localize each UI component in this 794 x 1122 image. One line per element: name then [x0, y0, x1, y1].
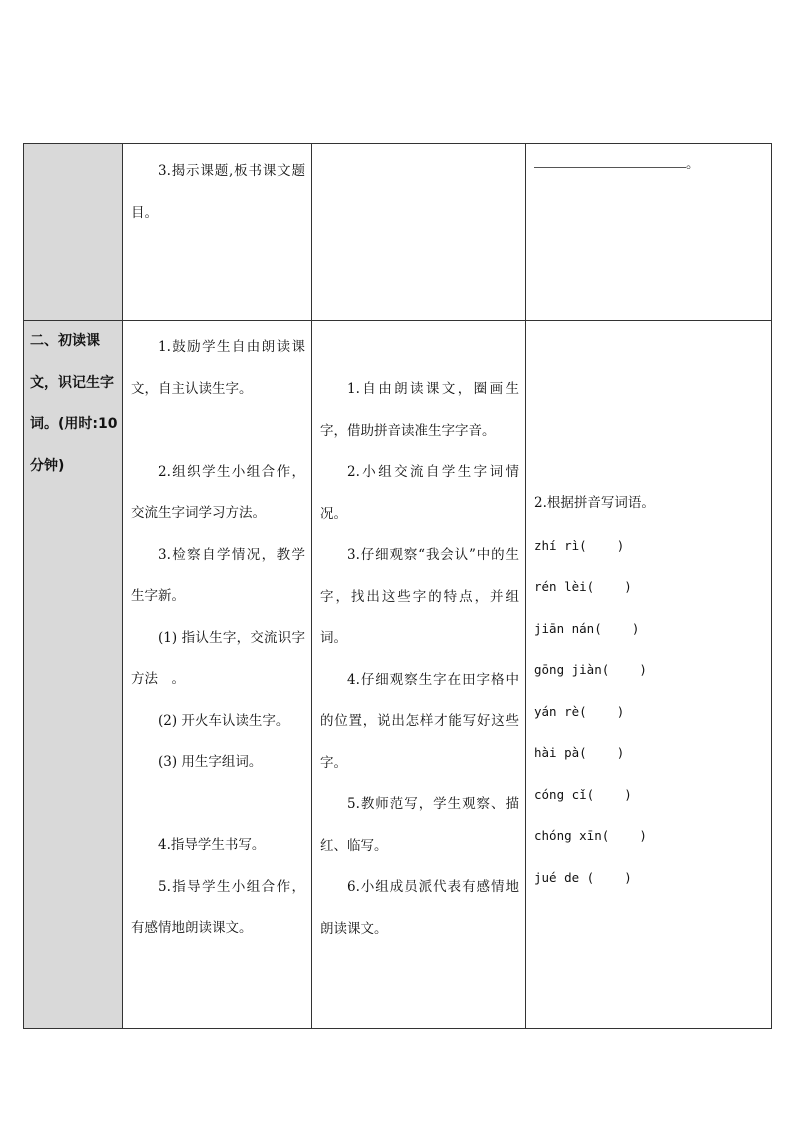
pinyin-item: hài pà( ) [534, 745, 625, 760]
student-paragraph: 5.教师范写，学生观察、描红、临写。 [320, 796, 519, 854]
student-paragraph: 4.仔细观察生字在田字格中的位置，说出怎样才能写好这些字。 [320, 671, 519, 771]
blank-end-mark: 。 [686, 156, 700, 172]
pinyin-item: yán rè( ) [534, 703, 625, 719]
teacher-paragraph: 1.鼓励学生自由朗读课文，自主认读生字。 [131, 339, 305, 397]
pinyin-item: jué de ( ) [534, 869, 632, 885]
teacher-paragraph: 3.揭示课题,板书课文题目。 [131, 163, 305, 221]
step-title: 二、初读课文，识记生字词。(用时:10分钟) [30, 333, 118, 474]
teacher-paragraph: 4.指导学生书写。 [158, 837, 266, 853]
student-paragraph: 6.小组成员派代表有感情地朗读课文。 [320, 879, 519, 937]
pinyin-item: gōng jiàn( ) [534, 662, 647, 677]
student-paragraph: 1.自由朗读课文，圈画生字，借助拼音读准生字字音。 [320, 381, 519, 439]
teacher-activity-cell [123, 321, 312, 1029]
pinyin-item: jiān nán( ) [534, 620, 640, 636]
teacher-paragraph: (1) 指认生字，交流识字方法 。 [131, 629, 305, 687]
student-activity-cell [312, 144, 526, 321]
pinyin-item: zhí rì( ) [534, 537, 625, 553]
teacher-paragraph: 2.组织学生小组合作，交流生字词学习方法。 [131, 463, 305, 521]
student-paragraph: 2.小组交流自学生字词情况。 [320, 464, 519, 522]
student-paragraph: 3.仔细观察“我会认”中的生字，找出这些字的特点，并组词。 [320, 547, 519, 646]
step-cell [24, 321, 123, 1029]
teacher-paragraph: 3.检察自学情况，教学生字新。 [131, 546, 305, 604]
exercise-title: 2.根据拼音写词语。 [534, 495, 655, 511]
exercise-cell [526, 321, 772, 1029]
teacher-paragraph: 5.指导学生小组合作，有感情地朗读课文。 [131, 878, 305, 936]
student-activity-cell [312, 321, 526, 1029]
lesson-plan-table [23, 143, 772, 1029]
pinyin-item: rén lèi( ) [534, 579, 632, 594]
pinyin-item: cóng cǐ( ) [534, 786, 632, 802]
exercise-cell [526, 144, 772, 321]
pinyin-item: chóng xīn( ) [534, 828, 647, 843]
table-row [24, 321, 772, 1029]
step-cell [24, 144, 123, 321]
teacher-activity-cell [123, 144, 312, 321]
teacher-paragraph: (2) 开火车认读生字。 [158, 712, 290, 729]
table-row [24, 144, 772, 321]
answer-blank [534, 154, 686, 168]
teacher-paragraph: (3) 用生字组词。 [158, 754, 263, 770]
